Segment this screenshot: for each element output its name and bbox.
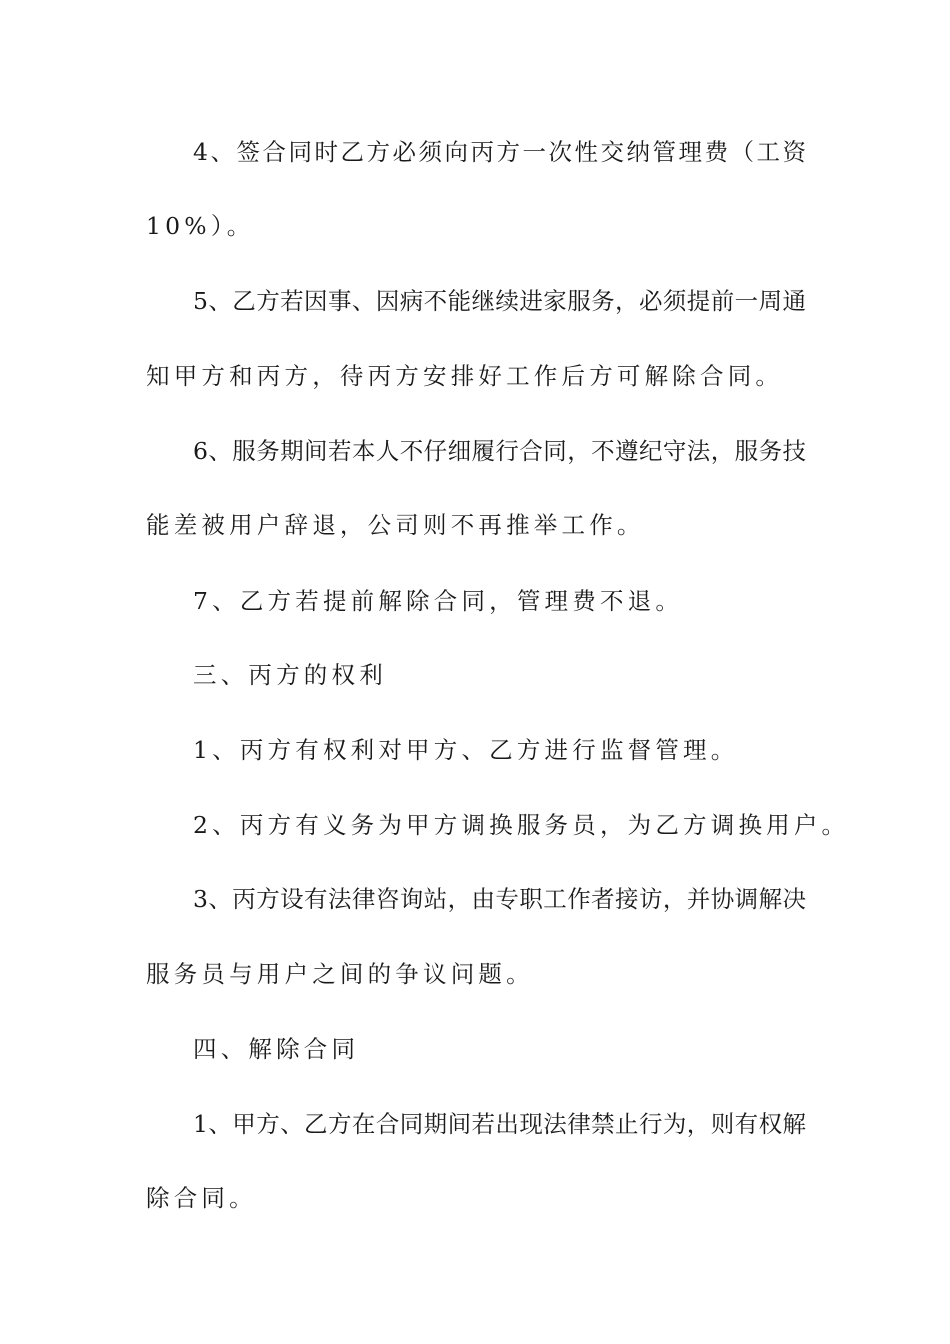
clause-3-3-line-1: 3、丙方设有法律咨询站，由专职工作者接访，并协调解决: [193, 885, 806, 913]
clause-2-5-line-2: 知甲方和丙方，待丙方安排好工作后方可解除合同。: [146, 362, 784, 390]
section-heading-4: 四、解除合同: [193, 1035, 360, 1063]
clause-2-5-line-1: 5、乙方若因事、因病不能继续进家服务，必须提前一周通: [193, 287, 806, 315]
clause-3-1: 1、丙方有权利对甲方、乙方进行监督管理。: [193, 736, 739, 764]
section-heading-3: 三、丙方的权利: [193, 661, 387, 689]
clause-2-6-line-2: 能差被用户辞退，公司则不再推举工作。: [146, 511, 645, 539]
clause-3-3-line-2: 服务员与用户之间的争议问题。: [146, 960, 534, 988]
clause-2-6-line-1: 6、服务期间若本人不仔细履行合同，不遵纪守法，服务技: [193, 437, 806, 465]
clause-4-1-line-2: 除合同。: [146, 1184, 257, 1212]
clause-4-1-line-1: 1、甲方、乙方在合同期间若出现法律禁止行为，则有权解: [193, 1110, 806, 1138]
clause-2-4-line-2: 10%）。: [146, 212, 255, 240]
clause-3-2: 2、丙方有义务为甲方调换服务员，为乙方调换用户。: [193, 811, 850, 839]
clause-2-4-line-1: 4、签合同时乙方必须向丙方一次性交纳管理费（工资: [193, 138, 806, 166]
clause-2-7: 7、乙方若提前解除合同，管理费不退。: [193, 587, 684, 615]
